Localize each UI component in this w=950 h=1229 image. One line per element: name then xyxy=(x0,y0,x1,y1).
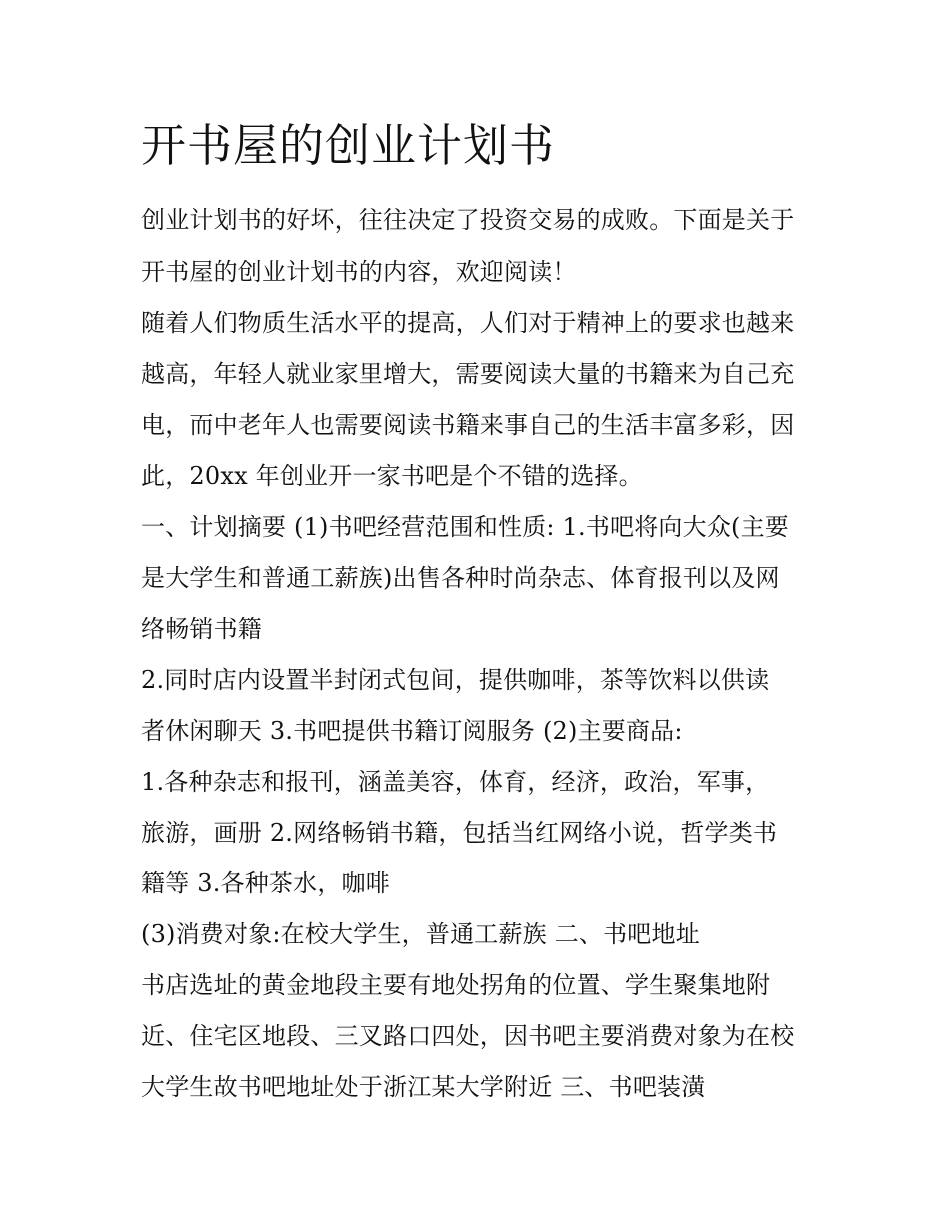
document-title: 开书屋的创业计划书 xyxy=(141,119,556,172)
body-line: 随着人们物质生活水平的提高，人们对于精神上的要求也越来 xyxy=(141,309,795,337)
body-line: 旅游，画册 2.网络畅销书籍，包括当红网络小说，哲学类书 xyxy=(141,819,778,847)
body-line: 创业计划书的好坏，往往决定了投资交易的成败。下面是关于 xyxy=(141,206,795,234)
body-line: 1.各种杂志和报刊，涵盖美容，体育，经济，政治，军事， xyxy=(141,768,770,796)
body-line: 络畅销书籍 xyxy=(141,615,262,643)
body-line: 者休闲聊天 3.书吧提供书籍订阅服务 (2)主要商品: xyxy=(141,717,683,745)
body-line: 2.同时店内设置半封闭式包间，提供咖啡，茶等饮料以供读 xyxy=(141,666,770,694)
body-line: 此，20xx 年创业开一家书吧是个不错的选择。 xyxy=(141,462,643,490)
body-line: 电，而中老年人也需要阅读书籍来事自己的生活丰富多彩，因 xyxy=(141,411,795,439)
body-line: 越高，年轻人就业家里增大，需要阅读大量的书籍来为自己充 xyxy=(141,360,795,388)
body-line: 一、计划摘要 (1)书吧经营范围和性质: 1.书吧将向大众(主要 xyxy=(141,513,789,541)
body-line: 籍等 3.各种茶水，咖啡 xyxy=(141,869,390,897)
body-line: 近、住宅区地段、三叉路口四处，因书吧主要消费对象为在校 xyxy=(141,1022,795,1050)
body-line: 大学生故书吧地址处于浙江某大学附近 三、书吧装潢 xyxy=(141,1073,706,1101)
body-line: 是大学生和普通工薪族)出售各种时尚杂志、体育报刊以及网 xyxy=(141,564,780,592)
body-line: (3)消费对象:在校大学生，普通工薪族 二、书吧地址 xyxy=(141,920,700,948)
body-line: 开书屋的创业计划书的内容，欢迎阅读！ xyxy=(141,258,577,286)
body-line: 书店选址的黄金地段主要有地处拐角的位置、学生聚集地附 xyxy=(141,971,771,999)
